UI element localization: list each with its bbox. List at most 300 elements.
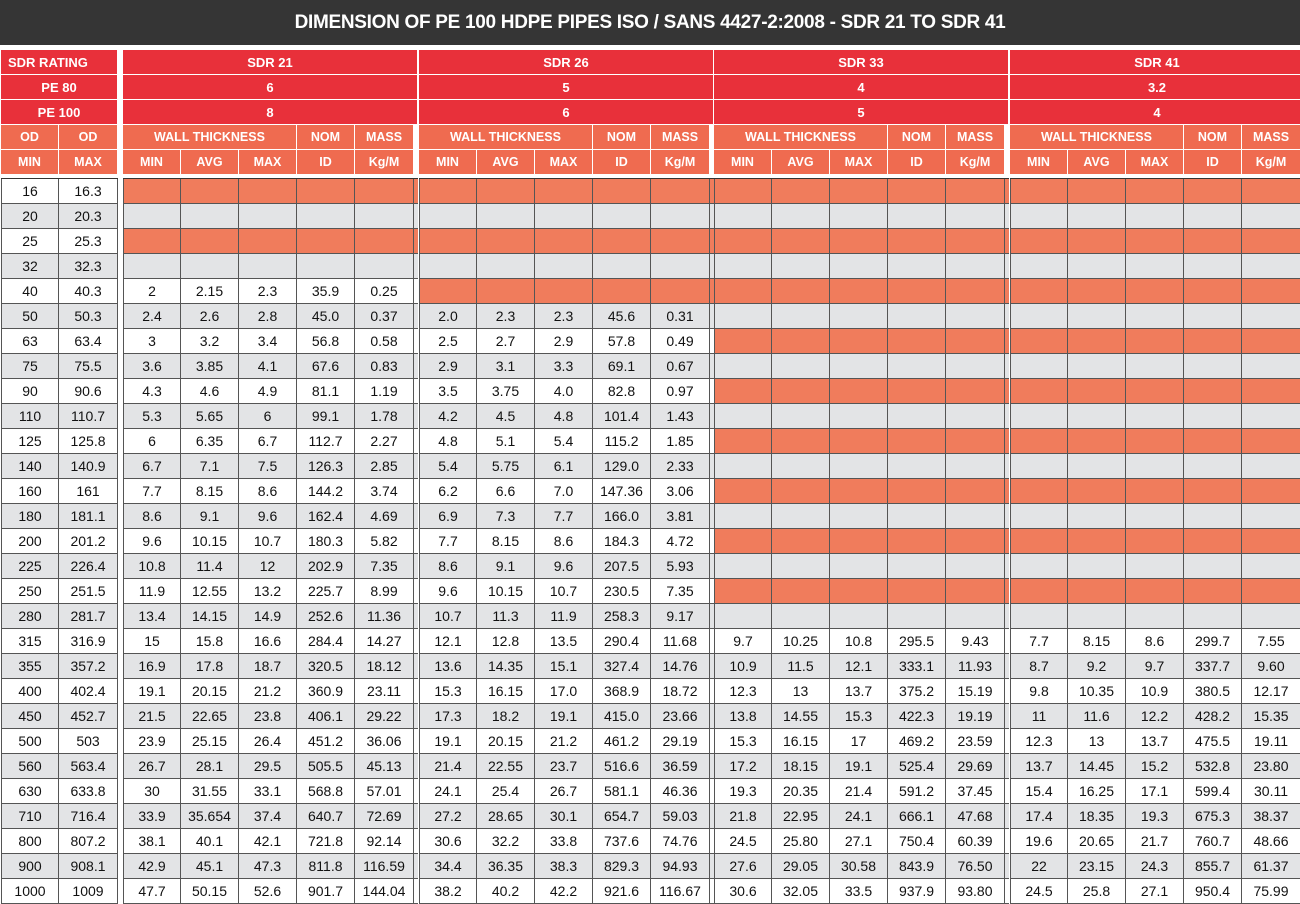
wall-max-cell <box>535 204 593 228</box>
table-row <box>714 404 1009 429</box>
table-row <box>714 204 1009 229</box>
table-row <box>714 779 1009 804</box>
wall-max-cell: 26.7 <box>535 779 593 803</box>
wall-avg-cell: 25.4 <box>477 779 535 803</box>
table-row <box>419 704 714 729</box>
nom-id-cell: 591.2 <box>888 779 946 803</box>
nom-id-cell <box>1184 329 1242 353</box>
wall-min-cell <box>1010 554 1068 578</box>
mass-cell: 116.67 <box>651 879 710 903</box>
sdr41-group <box>1010 50 1300 904</box>
mass-cell <box>1242 204 1300 228</box>
wall-min-cell <box>1010 304 1068 328</box>
mass-cell <box>1242 329 1300 353</box>
mass-cell: 75.99 <box>1242 879 1300 903</box>
wall-min-cell: 27.2 <box>419 804 477 828</box>
wall-max-cell: 29.5 <box>239 754 297 778</box>
table-row <box>1010 454 1300 479</box>
nom-id-cell: 129.0 <box>593 454 651 478</box>
wall-min-cell: 12.3 <box>1010 729 1068 753</box>
nom-id-cell: 101.4 <box>593 404 651 428</box>
wall-min-cell: 38.1 <box>123 829 181 853</box>
wall-max-cell <box>535 229 593 253</box>
table-row <box>1010 329 1300 354</box>
wall-avg-cell: 10.15 <box>477 579 535 603</box>
table-row <box>419 829 714 854</box>
nom-id-cell: 180.3 <box>297 529 355 553</box>
table-row <box>123 879 418 904</box>
table-row <box>1 654 118 679</box>
wall-thickness-header: WALL THICKNESS <box>419 125 593 150</box>
wall-max-cell: 18.7 <box>239 654 297 678</box>
wall-avg-cell <box>1068 529 1126 553</box>
nom-id-cell: 112.7 <box>297 429 355 453</box>
wall-avg-cell <box>181 204 239 228</box>
column-header-row <box>714 125 1009 150</box>
od-min-cell: 110 <box>1 404 59 428</box>
table-row <box>1 329 118 354</box>
od-max-cell: 50.3 <box>59 304 118 328</box>
wall-avg-cell <box>1068 179 1126 203</box>
wall-avg-cell: 14.45 <box>1068 754 1126 778</box>
table-row <box>123 379 418 404</box>
table-row <box>419 779 714 804</box>
wall-min-cell: 8.7 <box>1010 654 1068 678</box>
mass-cell <box>946 204 1005 228</box>
mass-cell: 0.31 <box>651 304 710 328</box>
wall-min-cell: 7.7 <box>1010 629 1068 653</box>
nom-id-cell <box>1184 579 1242 603</box>
wall-avg-cell: 50.15 <box>181 879 239 903</box>
mass-cell: 19.11 <box>1242 729 1300 753</box>
table-row <box>123 604 418 629</box>
mass-cell: 15.19 <box>946 679 1005 703</box>
pe80-value: 4 <box>714 75 1009 100</box>
wall-min-cell <box>714 604 772 628</box>
wall-max-cell: 24.3 <box>1126 854 1184 878</box>
wall-avg-cell: 10.15 <box>181 529 239 553</box>
table-row <box>1010 554 1300 579</box>
table-row <box>714 679 1009 704</box>
table-row <box>419 729 714 754</box>
mass-cell: 36.59 <box>651 754 710 778</box>
wall-avg-cell: 11.3 <box>477 604 535 628</box>
wall-min-cell: 15 <box>123 629 181 653</box>
wall-max-cell <box>830 279 888 303</box>
wall-avg-cell: 40.2 <box>477 879 535 903</box>
wall-min-cell: 2.4 <box>123 304 181 328</box>
wall-min-cell: 17.2 <box>714 754 772 778</box>
wall-avg-cell <box>772 404 830 428</box>
od-max-cell: 226.4 <box>59 554 118 578</box>
mass-cell <box>946 279 1005 303</box>
nom-id-cell: 516.6 <box>593 754 651 778</box>
wall-min-cell <box>1010 204 1068 228</box>
nom-id-cell <box>1184 554 1242 578</box>
table-row <box>123 554 418 579</box>
wall-avg-cell: 45.1 <box>181 854 239 878</box>
pe100-label: PE 100 <box>1 100 118 125</box>
table-row <box>714 879 1009 904</box>
nom-id-cell: 921.6 <box>593 879 651 903</box>
wall-min-cell <box>1010 404 1068 428</box>
mass-cell <box>946 429 1005 453</box>
od-min-cell: 560 <box>1 754 59 778</box>
nom-id-cell <box>593 279 651 303</box>
mass-header: MASS <box>355 125 414 150</box>
mass-cell <box>1242 554 1300 578</box>
wall-max-cell <box>535 179 593 203</box>
nom-id-cell: 937.9 <box>888 879 946 903</box>
pe100-row <box>1 100 118 125</box>
wall-min-cell <box>1010 254 1068 278</box>
wall-avg-cell <box>772 504 830 528</box>
pe100-row <box>123 100 418 125</box>
mass-cell: 74.76 <box>651 829 710 853</box>
wall-max-cell <box>830 454 888 478</box>
nom-id-cell <box>1184 179 1242 203</box>
nom-id-cell <box>888 229 946 253</box>
wall-avg-cell: 32.2 <box>477 829 535 853</box>
nom-id-cell: 45.0 <box>297 304 355 328</box>
nom-id-cell: 99.1 <box>297 404 355 428</box>
column-subheader-row <box>1010 150 1300 175</box>
column-subheader-row <box>714 150 1009 175</box>
wall-max-cell: 4.8 <box>535 404 593 428</box>
nom-id-cell <box>888 404 946 428</box>
nom-id-cell: 901.7 <box>297 879 355 903</box>
table-row <box>1010 704 1300 729</box>
nom-id-cell: 737.6 <box>593 829 651 853</box>
wall-min-cell: 13.8 <box>714 704 772 728</box>
wall-max-cell: 11.9 <box>535 604 593 628</box>
nom-id-cell: 451.2 <box>297 729 355 753</box>
od-min-cell: 16 <box>1 179 59 203</box>
od-max-cell: 716.4 <box>59 804 118 828</box>
wall-avg-cell <box>477 279 535 303</box>
table-row <box>1010 304 1300 329</box>
mass-cell: 1.43 <box>651 404 710 428</box>
nom-id-cell: 469.2 <box>888 729 946 753</box>
nom-id-cell: 415.0 <box>593 704 651 728</box>
wall-min-cell: 19.3 <box>714 779 772 803</box>
mass-cell <box>946 229 1005 253</box>
wall-min-cell <box>123 229 181 253</box>
id-header: ID <box>1184 150 1242 175</box>
nom-id-cell: 333.1 <box>888 654 946 678</box>
wall-max-cell: 52.6 <box>239 879 297 903</box>
mass-cell <box>651 229 710 253</box>
table-row <box>714 654 1009 679</box>
nom-id-cell: 57.8 <box>593 329 651 353</box>
nom-id-cell <box>1184 404 1242 428</box>
wall-avg-cell <box>772 304 830 328</box>
table-row <box>1 429 118 454</box>
table-row <box>1010 579 1300 604</box>
page-title: DIMENSION OF PE 100 HDPE PIPES ISO / SANS 4427-2:2008 - SDR 21 TO SDR 41 <box>0 0 1300 45</box>
wall-min-cell: 9.6 <box>419 579 477 603</box>
avg-header: AVG <box>1068 150 1126 175</box>
wall-avg-cell: 9.1 <box>181 504 239 528</box>
mass-cell: 59.03 <box>651 804 710 828</box>
wall-avg-cell: 3.2 <box>181 329 239 353</box>
mass-cell: 0.49 <box>651 329 710 353</box>
od-max-cell: 20.3 <box>59 204 118 228</box>
nom-id-cell <box>1184 429 1242 453</box>
table-body <box>123 178 418 904</box>
wall-avg-cell <box>772 279 830 303</box>
table-row <box>1 704 118 729</box>
mass-cell <box>355 254 414 278</box>
table-row <box>123 579 418 604</box>
nom-id-cell: 581.1 <box>593 779 651 803</box>
od-max-label: MAX <box>59 150 118 175</box>
wall-max-cell: 21.4 <box>830 779 888 803</box>
wall-max-cell <box>1126 529 1184 553</box>
nom-id-cell: 225.7 <box>297 579 355 603</box>
wall-min-cell: 19.6 <box>1010 829 1068 853</box>
sdr-label: SDR 26 <box>419 50 714 75</box>
mass-cell: 23.66 <box>651 704 710 728</box>
wall-min-cell: 47.7 <box>123 879 181 903</box>
mass-cell <box>946 479 1005 503</box>
mass-cell: 23.80 <box>1242 754 1300 778</box>
wall-avg-cell: 17.8 <box>181 654 239 678</box>
wall-avg-cell: 2.3 <box>477 304 535 328</box>
wall-max-cell: 16.6 <box>239 629 297 653</box>
wall-min-cell: 15.3 <box>714 729 772 753</box>
table-row <box>1 679 118 704</box>
wall-avg-cell: 22.55 <box>477 754 535 778</box>
wall-max-cell: 23.8 <box>239 704 297 728</box>
table-row <box>1 204 118 229</box>
nom-id-cell: 184.3 <box>593 529 651 553</box>
mass-cell: 0.58 <box>355 329 414 353</box>
mass-cell: 9.17 <box>651 604 710 628</box>
mass-cell: 9.60 <box>1242 654 1300 678</box>
od-max-cell: 503 <box>59 729 118 753</box>
wall-max-cell: 21.2 <box>535 729 593 753</box>
mass-cell <box>355 229 414 253</box>
wall-min-cell: 9.8 <box>1010 679 1068 703</box>
wall-max-cell <box>830 204 888 228</box>
od-min-cell: 40 <box>1 279 59 303</box>
od-min-cell: 90 <box>1 379 59 403</box>
wall-min-cell <box>1010 504 1068 528</box>
wall-avg-cell <box>1068 304 1126 328</box>
wall-max-cell: 10.7 <box>535 579 593 603</box>
wall-avg-cell: 7.1 <box>181 454 239 478</box>
mass-cell <box>1242 279 1300 303</box>
id-header: ID <box>297 150 355 175</box>
mass-cell: 19.19 <box>946 704 1005 728</box>
table-row <box>123 479 418 504</box>
wall-min-cell <box>1010 179 1068 203</box>
wall-min-cell: 33.9 <box>123 804 181 828</box>
table-row <box>1 804 118 829</box>
wall-min-cell: 8.6 <box>419 554 477 578</box>
wall-min-cell <box>714 554 772 578</box>
wall-min-cell: 5.4 <box>419 454 477 478</box>
wall-min-cell: 8.6 <box>123 504 181 528</box>
table-row <box>1 554 118 579</box>
nom-id-cell <box>888 329 946 353</box>
wall-avg-cell: 14.15 <box>181 604 239 628</box>
mass-cell: 93.80 <box>946 879 1005 903</box>
id-header: ID <box>888 150 946 175</box>
max-header: MAX <box>830 150 888 175</box>
wall-max-cell: 17.0 <box>535 679 593 703</box>
wall-min-cell: 15.4 <box>1010 779 1068 803</box>
wall-min-cell <box>1010 329 1068 353</box>
wall-min-cell <box>1010 579 1068 603</box>
wall-avg-cell <box>477 204 535 228</box>
min-header: MIN <box>419 150 477 175</box>
wall-avg-cell <box>772 229 830 253</box>
table-row <box>1 229 118 254</box>
wall-max-cell <box>1126 354 1184 378</box>
mass-cell <box>1242 479 1300 503</box>
nom-id-cell <box>1184 279 1242 303</box>
wall-min-cell <box>714 204 772 228</box>
table-row <box>123 404 418 429</box>
mass-cell <box>1242 504 1300 528</box>
od-min-cell: 32 <box>1 254 59 278</box>
table-row <box>123 854 418 879</box>
wall-max-cell: 23.7 <box>535 754 593 778</box>
wall-max-cell: 4.0 <box>535 379 593 403</box>
mass-cell: 14.27 <box>355 629 414 653</box>
pe100-row <box>419 100 714 125</box>
wall-min-cell <box>1010 354 1068 378</box>
wall-max-cell <box>830 379 888 403</box>
nom-id-cell <box>888 254 946 278</box>
od-min-cell: 710 <box>1 804 59 828</box>
nom-id-cell: 843.9 <box>888 854 946 878</box>
mass-cell: 1.19 <box>355 379 414 403</box>
wall-avg-cell <box>181 229 239 253</box>
wall-max-cell: 9.6 <box>239 504 297 528</box>
mass-cell: 18.12 <box>355 654 414 678</box>
mass-cell: 38.37 <box>1242 804 1300 828</box>
wall-avg-cell <box>772 579 830 603</box>
mass-cell: 1.78 <box>355 404 414 428</box>
mass-cell: 60.39 <box>946 829 1005 853</box>
od-max-cell: 140.9 <box>59 454 118 478</box>
wall-avg-cell <box>772 479 830 503</box>
nom-id-cell: 360.9 <box>297 679 355 703</box>
wall-avg-cell: 20.15 <box>181 679 239 703</box>
wall-max-cell <box>830 504 888 528</box>
nom-id-cell <box>297 254 355 278</box>
wall-max-cell: 4.1 <box>239 354 297 378</box>
wall-min-cell: 6.7 <box>123 454 181 478</box>
wall-min-cell: 12.1 <box>419 629 477 653</box>
table-row <box>714 579 1009 604</box>
mass-cell <box>946 404 1005 428</box>
table-row <box>714 729 1009 754</box>
wall-avg-cell <box>772 454 830 478</box>
wall-max-cell: 12 <box>239 554 297 578</box>
mass-cell <box>1242 179 1300 203</box>
wall-avg-cell: 9.1 <box>477 554 535 578</box>
wall-min-cell: 27.6 <box>714 854 772 878</box>
table-row <box>714 554 1009 579</box>
mass-cell: 3.74 <box>355 479 414 503</box>
pe100-value: 5 <box>714 100 1009 125</box>
wall-min-cell: 24.5 <box>1010 879 1068 903</box>
table-row <box>123 729 418 754</box>
nom-id-cell <box>888 429 946 453</box>
wall-avg-cell <box>1068 254 1126 278</box>
wall-max-cell: 13.2 <box>239 579 297 603</box>
od-max-cell: 201.2 <box>59 529 118 553</box>
wall-avg-cell: 13 <box>1068 729 1126 753</box>
nom-id-cell: 475.5 <box>1184 729 1242 753</box>
wall-max-cell <box>1126 429 1184 453</box>
mass-cell <box>651 204 710 228</box>
table-row <box>419 179 714 204</box>
wall-max-cell: 17 <box>830 729 888 753</box>
mass-cell: 116.59 <box>355 854 414 878</box>
wall-avg-cell: 16.15 <box>772 729 830 753</box>
wall-avg-cell: 10.25 <box>772 629 830 653</box>
mass-cell: 0.67 <box>651 354 710 378</box>
wall-max-cell: 2.3 <box>535 304 593 328</box>
wall-max-cell: 6 <box>239 404 297 428</box>
wall-min-cell: 2.0 <box>419 304 477 328</box>
mass-cell <box>1242 304 1300 328</box>
wall-max-cell: 15.3 <box>830 704 888 728</box>
table-row <box>1 179 118 204</box>
wall-avg-cell: 29.05 <box>772 854 830 878</box>
mass-cell: 2.33 <box>651 454 710 478</box>
wall-avg-cell: 36.35 <box>477 854 535 878</box>
wall-avg-cell: 13 <box>772 679 830 703</box>
mass-cell <box>355 204 414 228</box>
wall-min-cell <box>714 279 772 303</box>
table-row <box>419 854 714 879</box>
wall-max-cell: 6.7 <box>239 429 297 453</box>
wall-avg-cell: 16.25 <box>1068 779 1126 803</box>
nom-id-cell: 406.1 <box>297 704 355 728</box>
max-header: MAX <box>535 150 593 175</box>
wall-max-cell: 2.3 <box>239 279 297 303</box>
wall-min-cell: 24.1 <box>419 779 477 803</box>
wall-avg-cell <box>181 254 239 278</box>
nom-id-cell <box>593 204 651 228</box>
column-header-row <box>123 125 418 150</box>
wall-min-cell: 4.3 <box>123 379 181 403</box>
wall-max-cell: 17.1 <box>1126 779 1184 803</box>
nom-id-cell: 144.2 <box>297 479 355 503</box>
wall-min-cell: 11 <box>1010 704 1068 728</box>
table-row <box>123 654 418 679</box>
table-row <box>1010 604 1300 629</box>
table-row <box>419 629 714 654</box>
wall-max-cell <box>830 429 888 453</box>
mass-cell: 8.99 <box>355 579 414 603</box>
wall-max-cell <box>830 604 888 628</box>
pe80-row <box>123 75 418 100</box>
table-row <box>1010 229 1300 254</box>
mass-cell <box>946 179 1005 203</box>
nom-id-cell: 829.3 <box>593 854 651 878</box>
wall-avg-cell: 12.55 <box>181 579 239 603</box>
table-row <box>1010 754 1300 779</box>
mass-cell <box>1242 379 1300 403</box>
table-row <box>419 379 714 404</box>
